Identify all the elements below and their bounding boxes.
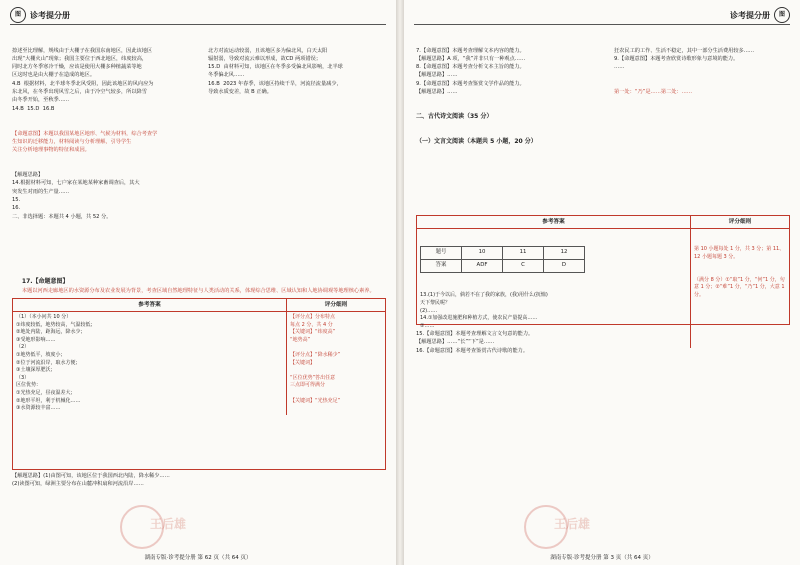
- table-cell: 答案: [421, 260, 462, 273]
- table-row: [421, 247, 585, 260]
- left-header-title: 诊考提分册: [30, 10, 70, 20]
- left-header: [10, 6, 70, 24]
- left-col1-red: 【命题意图】本题以我国某地区地形、气候为材料，综合考查学 生知识的迁移能力，材料阅读与分析理解，引导学生 关注分析地理事物的特征和成因。: [12, 130, 158, 154]
- answer-col-title: 参考答案: [138, 302, 161, 308]
- q13-answer: 13.(1)于今以后，倘若不在了我的家族，(我)用什么(抚恤) 天下黎民呢？ (2)…… 14.①加强改进施肥和种植方式，使农民产量提高…… ②……: [420, 292, 548, 329]
- book-gutter: [396, 0, 404, 565]
- ref-table-head: [417, 216, 789, 229]
- scoring-col-title: 评分细则: [286, 299, 385, 311]
- answer-box-right: [416, 215, 790, 329]
- right-footer: 湖南专版·诊考提分册 第 3 页（共 64 页）: [550, 555, 654, 561]
- left-col2-text: 北方对流运动较弱，且该地区多为偏北风，白天太阳 辐射弱，导致对流云难以形成，故CD 两项错误； 15.D 由材料可知，该地区在冬季多受偏北风影响，北半球 冬季偏北风…… 16.B 2023 年春季，该地区持续干旱，河流径流量减少， 导致水质变差，故 B 正确。: [208, 47, 343, 96]
- answer-box-head: [13, 299, 385, 312]
- right-bottom-text: 15.【命题意图】本题考查理解文言文句意的能力。 【解题思路】……“长”“下”是…… 16.【命题意图】本题考查鉴赏古代诗歌的能力。: [416, 331, 534, 354]
- right-col1-text: 7.【命题意图】本题考查理解文本内容的能力。 【解题思路】A 项，“我”并非只有一种观点…… 8.【命题意图】本题考查分析文本主旨的能力。 【解题思路】…… 9.【命题意图】本题考查鉴赏文学作品的能力。 【解题思路】……: [416, 47, 526, 96]
- right-col2-red: 第一处：“乃”是……第二处：……: [614, 89, 693, 96]
- table-cell: 12: [544, 247, 585, 260]
- scoring-item: 第 10 小题每处 1 分，共 3 分；第 11、12 小题每题 3 分。: [694, 246, 785, 260]
- header-rule: [10, 24, 386, 25]
- logo-icon: 图: [10, 7, 26, 23]
- ref-table-title-right: 评分细则: [690, 216, 789, 228]
- logo-icon: 图: [774, 7, 790, 23]
- seal-icon: [120, 505, 164, 549]
- left-column-2: [208, 30, 386, 113]
- right-column-2: [614, 30, 790, 113]
- left-col1-tail: 【解题思路】 14.根据材料可知，七户家在某地某种家畜调查后，其大 突发生对雨的生产量…… 15. 16. 二、非选择题：本题共 4 小题，共 52 分。: [12, 172, 140, 220]
- right-page: [404, 0, 800, 565]
- answer-box-left: [12, 298, 386, 470]
- scoring-text: 【评分点】分布特点 每点 2 分，共 4 分 【关键词】“纬度高” “地势高” 【评分点】“降水稀少” 【关键词】 “区位优势”答出任意 三点即可得满分 【关键词】“光热充足”: [286, 312, 385, 415]
- q17-red: 本题以河西走廊地区的水资源分布及农业发展为背景，考查区域自然地理特征与人类活动的关系，体现综合思维、区域认知和人地协调观等地理核心素养。: [21, 287, 375, 294]
- table-cell: 11: [503, 247, 544, 260]
- right-column-1: [416, 30, 606, 163]
- section-heading: 二、古代诗文阅读（35 分）: [416, 112, 493, 120]
- seal-icon: [524, 505, 568, 549]
- table-cell: ADF: [462, 260, 503, 273]
- left-bottom-text: 【解题思路】(1)由图可知，该地区位于我国西北内陆，降水稀少…… (2)读图可知，绿洲主要分布在山麓冲积扇和河流沿岸……: [12, 473, 170, 488]
- left-footer: 湖南专版·诊考提分册 第 62 页（共 64 页）: [144, 555, 252, 561]
- left-page: [0, 0, 396, 565]
- right-header-title: 诊考提分册: [730, 10, 770, 20]
- table-cell: 题号: [421, 247, 462, 260]
- header-rule: [414, 24, 790, 25]
- right-header: [730, 6, 790, 24]
- watermark: 王后雄: [554, 517, 591, 531]
- table-cell: D: [544, 260, 585, 273]
- scoring-item: （满分 8 分）①“取”1 分，“何”1 分，句意 1 分；②“难”1 分，“乃”1 分，大意 1 分。: [694, 276, 787, 298]
- table-row: [421, 260, 585, 273]
- answer-table: [420, 246, 585, 273]
- answer-text: （1）（本小问共 10 分） ①纬度较低，地势较高，气温较低； ②地处内陆，距海远，降水少； ③受地形影响…… （2） ①地势低平，坡度小； ②位于河流沿岸，取水方便； ③土壤深厚肥沃； （3） 区位优势： ①光热充足，昼夜温差大； ②地形平坦，利于机械化…… ③水资源较丰富……: [16, 314, 96, 412]
- answer-box-body: [13, 312, 385, 415]
- left-column-1: [12, 30, 200, 237]
- watermark: 王后雄: [150, 517, 187, 531]
- q17-heading: 17.【命题意图】: [21, 278, 69, 286]
- subsection-heading: （一）文言文阅读（本题共 5 小题，20 分）: [416, 137, 537, 145]
- ref-table-title-left: 参考答案: [542, 219, 565, 225]
- right-col2-text: 狂农民工的工作、生活不稳定，其中一部分生活费用较多…… 9.【命题意图】本题考查欣赏诗歌形象与意境的能力。 ……: [614, 47, 755, 71]
- table-cell: C: [503, 260, 544, 273]
- table-cell: 10: [462, 247, 503, 260]
- left-col1-text: 捺述至比理解，规线由于大棚子在我国东南地区，因此该地区 出现“大棚火山”现象；我国主要位于西北地区，纬度较高， 同时北方冬季寒冷干燥，应该是使用大棚多种植蔬菜等地 区这时也是由大棚子在造成的地区。 4.B 根据材料，北半球冬季北风受阻，因此该地区的风向应为 东北风，在冬季出现风雪之后，由于冷空气较多，所以降雪 由冬季开始，至秋季…… 14.B 15.D 16.B: [12, 47, 154, 112]
